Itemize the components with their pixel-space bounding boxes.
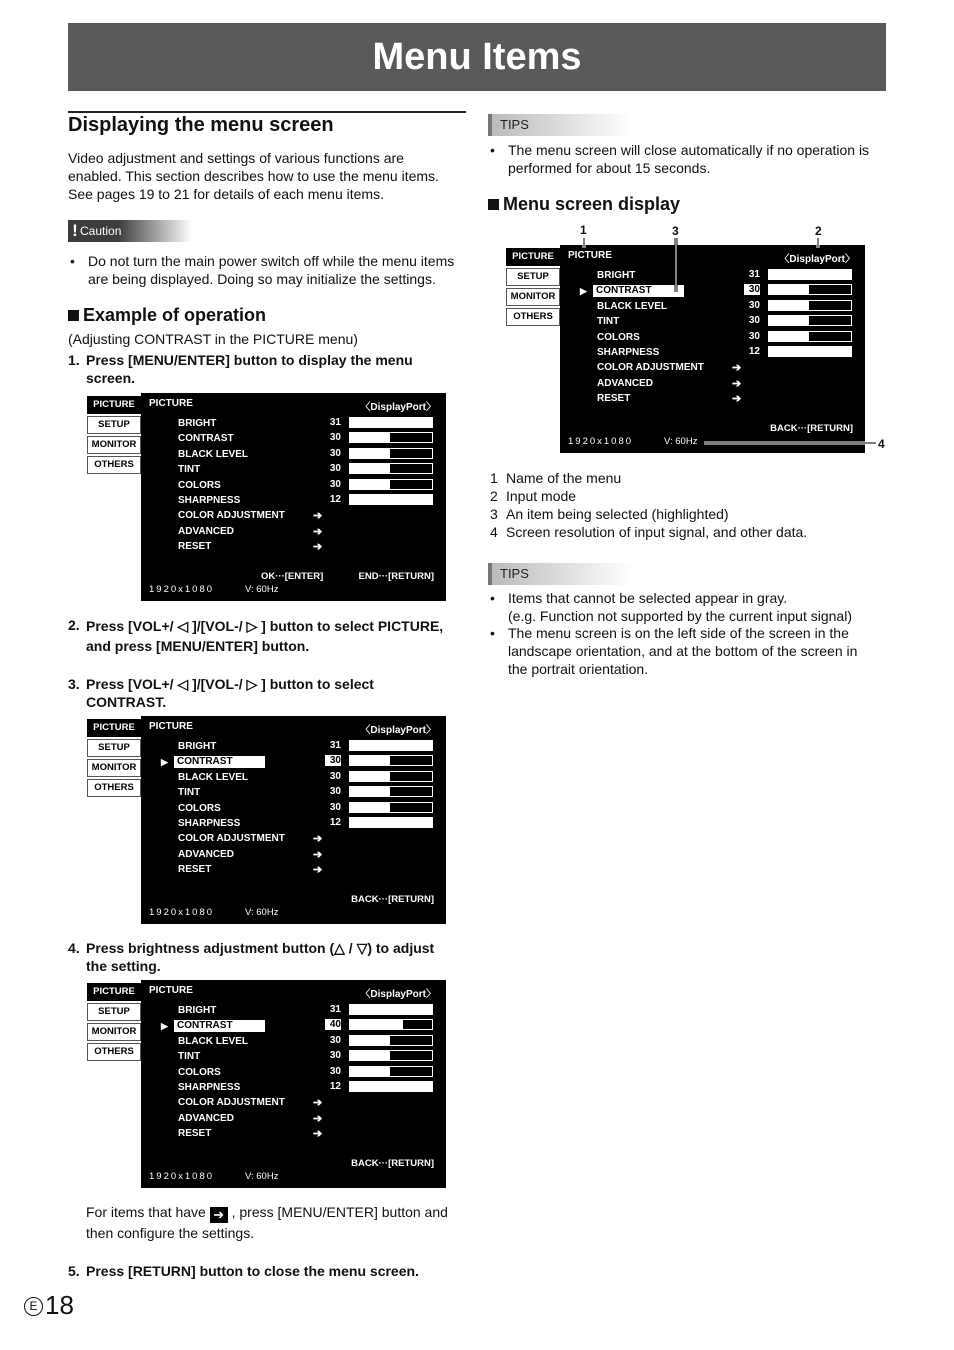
input-mode: 〈DisplayPort〉	[779, 254, 855, 265]
step-line: Press [VOL+/ ◁ ]/[VOL-/ ▷ ] button to select PICTURE,	[86, 618, 444, 634]
level-bar-fill	[390, 433, 432, 442]
back-return-hint: BACK···[RETURN]	[351, 894, 434, 905]
menu-tab-picture: PICTURE	[87, 719, 141, 737]
menu-name: PICTURE	[149, 721, 193, 732]
bullet-dot: •	[490, 142, 495, 158]
display-heading-text: Menu screen display	[503, 194, 681, 214]
tips-line: The menu screen is on the left side of the screen in the	[508, 625, 849, 641]
menu-item: BLACK LEVEL	[178, 1035, 248, 1047]
menu-name: PICTURE	[149, 398, 193, 409]
tips-text: TIPS	[500, 566, 529, 581]
menu-item: RESET	[178, 1128, 212, 1140]
step-line: Press [MENU/ENTER] button to display the menu	[86, 352, 413, 368]
page-title-banner	[68, 23, 886, 91]
intro-paragraph	[68, 149, 468, 203]
level-bar	[349, 802, 433, 813]
intro-line: enabled. This section describes how to use the menu items.	[68, 168, 439, 184]
example-heading	[68, 305, 266, 326]
menu-tab-monitor: MONITOR	[87, 436, 141, 454]
input-mode: 〈DisplayPort〉	[360, 989, 436, 1000]
menu-tab-monitor: MONITOR	[87, 759, 141, 777]
level-bar	[349, 1019, 433, 1030]
end-return-hint: END···[RETURN]	[358, 571, 434, 582]
menu-tab-picture: PICTURE	[506, 248, 560, 266]
menu-tab-others: OTHERS	[87, 456, 141, 474]
setting-value: 30	[329, 1050, 341, 1062]
level-bar	[349, 1035, 433, 1046]
menu-tab-picture: PICTURE	[87, 396, 141, 414]
level-bar	[349, 463, 433, 474]
step-line: Press brightness adjustment button (△ / ▽) to adjust	[86, 940, 435, 956]
legend-list	[490, 469, 807, 541]
tips-bar	[488, 563, 492, 585]
menu-item: BRIGHT	[597, 270, 636, 281]
setting-value: 30	[748, 315, 760, 327]
menu-tab-picture: PICTURE	[87, 983, 141, 1001]
menu-item: COLOR ADJUSTMENT	[178, 1097, 285, 1109]
menu-screen-body	[141, 716, 446, 924]
level-bar	[349, 771, 433, 782]
menu-item: ADVANCED	[178, 848, 234, 860]
submenu-arrow-icon: ➔	[732, 377, 742, 390]
menu-item: COLOR ADJUSTMENT	[178, 510, 285, 522]
setting-value: 31	[329, 417, 341, 428]
step-line: Press [VOL+/ ◁ ]/[VOL-/ ▷ ] button to select	[86, 676, 374, 692]
menu-item: SHARPNESS	[178, 495, 241, 506]
level-bar	[349, 1050, 433, 1061]
heading-rule	[68, 111, 466, 113]
setting-value: 30	[329, 801, 341, 813]
selection-cursor-icon: ▶	[161, 1021, 168, 1032]
bullet-dot: •	[70, 253, 75, 269]
bullet-dot: •	[490, 590, 495, 606]
step-text	[86, 351, 413, 387]
square-bullet-icon	[68, 310, 79, 321]
level-bar	[349, 1081, 433, 1092]
menu-item: ADVANCED	[178, 525, 234, 537]
bullet-dot: •	[490, 625, 495, 641]
submenu-arrow-icon: ➔	[313, 864, 323, 877]
setting-value: 30	[329, 770, 341, 782]
level-bar	[349, 755, 433, 766]
step-line: Press [RETURN] button to close the menu screen.	[86, 1263, 419, 1279]
level-bar-fill	[390, 480, 432, 489]
menu-item: COLORS	[178, 802, 221, 814]
legend-item: 2 Input mode	[490, 488, 577, 504]
menu-item: BLACK LEVEL	[178, 771, 248, 783]
level-bar	[349, 417, 433, 428]
back-return-hint: BACK···[RETURN]	[770, 423, 853, 434]
level-bar	[349, 448, 433, 459]
setting-value: 30	[748, 330, 760, 342]
menu-item: RESET	[178, 864, 212, 876]
menu-item: BLACK LEVEL	[178, 448, 248, 460]
setting-value: 12	[329, 1081, 341, 1092]
frequency-readout: V: 60Hz	[245, 907, 279, 918]
submenu-arrow-icon: ➔	[313, 848, 323, 861]
menu-tab-others: OTHERS	[87, 1043, 141, 1061]
level-bar	[349, 817, 433, 828]
setting-value: 30	[325, 755, 341, 766]
level-bar-fill	[390, 449, 432, 458]
callout-3: 3	[672, 224, 679, 238]
tips-line: (e.g. Function not supported by the current input signal)	[508, 608, 852, 624]
frequency-readout: V: 60Hz	[245, 1171, 279, 1182]
menu-name: PICTURE	[568, 250, 612, 261]
legend-item: 3 An item being selected (highlighted)	[490, 506, 729, 522]
display-heading	[488, 194, 680, 215]
resolution-readout: 1920x1080	[149, 584, 215, 595]
level-bar-fill	[390, 787, 432, 796]
menu-item: BRIGHT	[178, 741, 217, 752]
menu-tab-setup: SETUP	[87, 1003, 141, 1021]
level-bar	[349, 786, 433, 797]
input-mode: 〈DisplayPort〉	[360, 402, 436, 413]
tips-line: landscape orientation, and at the bottom of the screen in	[508, 643, 858, 659]
menu-item: CONTRAST	[178, 433, 234, 445]
submenu-arrow-icon: ➔	[313, 833, 323, 846]
setting-value: 12	[329, 494, 341, 505]
page-title: Menu Items	[372, 36, 582, 78]
resolution-readout: 1920x1080	[568, 436, 634, 447]
menu-item: ADVANCED	[597, 377, 653, 389]
back-return-hint: BACK···[RETURN]	[351, 1158, 434, 1169]
warning-icon: !	[72, 221, 78, 240]
submenu-arrow-icon: ➔	[732, 393, 742, 406]
menu-tab-setup: SETUP	[87, 739, 141, 757]
tips-label	[488, 563, 632, 585]
submenu-arrow-icon: ➔	[313, 1128, 323, 1141]
setting-value: 31	[748, 269, 760, 280]
menu-item: COLORS	[597, 331, 640, 343]
step-number: 4.	[68, 940, 80, 956]
tips-line: performed for about 15 seconds.	[508, 160, 711, 176]
setting-value: 31	[329, 1004, 341, 1015]
example-note: (Adjusting CONTRAST in the PICTURE menu)	[68, 331, 358, 347]
submenu-arrow-icon: ➔	[732, 362, 742, 375]
menu-item: RESET	[178, 541, 212, 553]
setting-value: 30	[748, 299, 760, 311]
menu-item: TINT	[178, 464, 201, 476]
menu-item: SHARPNESS	[597, 347, 660, 358]
menu-item: CONTRAST	[174, 756, 265, 768]
enter-note	[86, 1202, 448, 1243]
menu-item: CONTRAST	[593, 285, 684, 297]
level-bar-fill	[390, 1051, 432, 1060]
callout-lines	[560, 236, 890, 456]
tips-label	[488, 114, 632, 136]
level-bar	[349, 432, 433, 443]
example-heading-text: Example of operation	[83, 305, 267, 325]
setting-value: 12	[329, 817, 341, 828]
level-bar-fill	[390, 756, 432, 765]
caution-label	[68, 220, 192, 242]
level-bar-fill	[390, 1067, 432, 1076]
caution-line: Do not turn the main power switch off while the menu items	[88, 253, 455, 269]
selection-cursor-icon: ▶	[580, 286, 587, 297]
caution-line: are being displayed. Doing so may initialize the settings.	[88, 271, 436, 287]
menu-screen-body	[141, 393, 446, 601]
menu-tab-others: OTHERS	[87, 779, 141, 797]
legend-item: 4 Screen resolution of input signal, and other data.	[490, 524, 808, 540]
menu-tab-monitor: MONITOR	[87, 1023, 141, 1041]
menu-item: RESET	[597, 393, 631, 405]
callout-2: 2	[815, 224, 822, 238]
step-number: 3.	[68, 676, 80, 692]
menu-item: COLOR ADJUSTMENT	[178, 833, 285, 845]
setting-value: 30	[744, 284, 760, 295]
resolution-readout: 1920x1080	[149, 1171, 215, 1182]
step-number: 5.	[68, 1263, 80, 1279]
level-bar	[349, 1066, 433, 1077]
menu-name: PICTURE	[149, 985, 193, 996]
level-bar-fill	[403, 1020, 432, 1029]
menu-item: SHARPNESS	[178, 818, 241, 829]
setting-value: 31	[329, 740, 341, 751]
submenu-arrow-icon: ➔	[313, 510, 323, 523]
menu-tab-setup: SETUP	[87, 416, 141, 434]
setting-value: 30	[329, 447, 341, 459]
setting-value: 12	[748, 346, 760, 357]
step-line: and press [MENU/ENTER] button.	[86, 638, 310, 654]
setting-value: 30	[329, 786, 341, 798]
ok-enter-hint: OK···[ENTER]	[261, 571, 324, 582]
submenu-arrow-icon: ➔	[313, 1097, 323, 1110]
setting-value: 30	[329, 1065, 341, 1077]
step-line: screen.	[86, 370, 136, 386]
menu-tab-others: OTHERS	[506, 308, 560, 326]
enter-arrow-icon: ➔	[210, 1207, 228, 1223]
enter-note-pre: For items that have	[86, 1204, 206, 1220]
step-line: CONTRAST.	[86, 694, 167, 710]
frequency-readout: V: 60Hz	[245, 584, 279, 595]
selection-cursor-icon: ▶	[161, 757, 168, 768]
tips-line: The menu screen will close automatically if no operation is	[508, 142, 870, 158]
legend-item: 1 Name of the menu	[490, 470, 622, 486]
setting-value: 30	[329, 1034, 341, 1046]
setting-value: 40	[325, 1019, 341, 1030]
level-bar	[349, 740, 433, 751]
enter-note-post: , press [MENU/ENTER] button and	[231, 1204, 448, 1220]
tips-text: TIPS	[500, 117, 529, 132]
step-line: the setting.	[86, 958, 161, 974]
edition-marker: E	[24, 1297, 43, 1316]
menu-item: TINT	[597, 316, 620, 328]
level-bar-fill	[390, 772, 432, 781]
resolution-readout: 1920x1080	[149, 907, 215, 918]
menu-item: SHARPNESS	[178, 1082, 241, 1093]
menu-item: BRIGHT	[178, 1005, 217, 1016]
step-text	[86, 939, 434, 975]
menu-tab-monitor: MONITOR	[506, 288, 560, 306]
input-mode: 〈DisplayPort〉	[360, 725, 436, 736]
step-number: 1.	[68, 352, 80, 368]
setting-value: 30	[329, 432, 341, 444]
menu-item: TINT	[178, 1051, 201, 1063]
level-bar	[349, 1004, 433, 1015]
level-bar-fill	[390, 1036, 432, 1045]
caution-text: Caution	[80, 224, 122, 238]
menu-item: COLOR ADJUSTMENT	[597, 362, 704, 374]
menu-item: TINT	[178, 787, 201, 799]
menu-screen-body	[141, 980, 446, 1188]
level-bar-fill	[390, 803, 432, 812]
submenu-arrow-icon: ➔	[313, 541, 323, 554]
callout-4: 4	[878, 437, 885, 451]
menu-item: ADVANCED	[178, 1112, 234, 1124]
level-bar	[349, 479, 433, 490]
setting-value: 30	[329, 463, 341, 475]
submenu-arrow-icon: ➔	[313, 525, 323, 538]
menu-tab-setup: SETUP	[506, 268, 560, 286]
tips-bar	[488, 114, 492, 136]
level-bar-fill	[390, 464, 432, 473]
frequency-readout: V: 60Hz	[664, 436, 698, 447]
step-text	[86, 616, 443, 656]
menu-item: BRIGHT	[178, 418, 217, 429]
menu-item: BLACK LEVEL	[597, 300, 667, 312]
step-number: 2.	[68, 617, 80, 633]
submenu-arrow-icon: ➔	[313, 1112, 323, 1125]
setting-value: 30	[329, 478, 341, 490]
enter-note-line: then configure the settings.	[86, 1225, 255, 1241]
step-text	[86, 1262, 419, 1280]
menu-item: CONTRAST	[174, 1020, 265, 1032]
menu-item: COLORS	[178, 1066, 221, 1078]
tips-line: Items that cannot be selected appear in gray.	[508, 590, 788, 606]
page-number: 18	[45, 1290, 74, 1320]
menu-item: COLORS	[178, 479, 221, 491]
intro-line: Video adjustment and settings of various functions are	[68, 150, 404, 166]
square-bullet-icon	[488, 199, 499, 210]
level-bar	[349, 494, 433, 505]
section-heading: Displaying the menu screen	[68, 114, 334, 136]
intro-line: See pages 19 to 21 for details of each menu items.	[68, 186, 384, 202]
tips-line: the portrait orientation.	[508, 661, 649, 677]
step-text	[86, 675, 374, 711]
callout-1: 1	[580, 223, 587, 237]
